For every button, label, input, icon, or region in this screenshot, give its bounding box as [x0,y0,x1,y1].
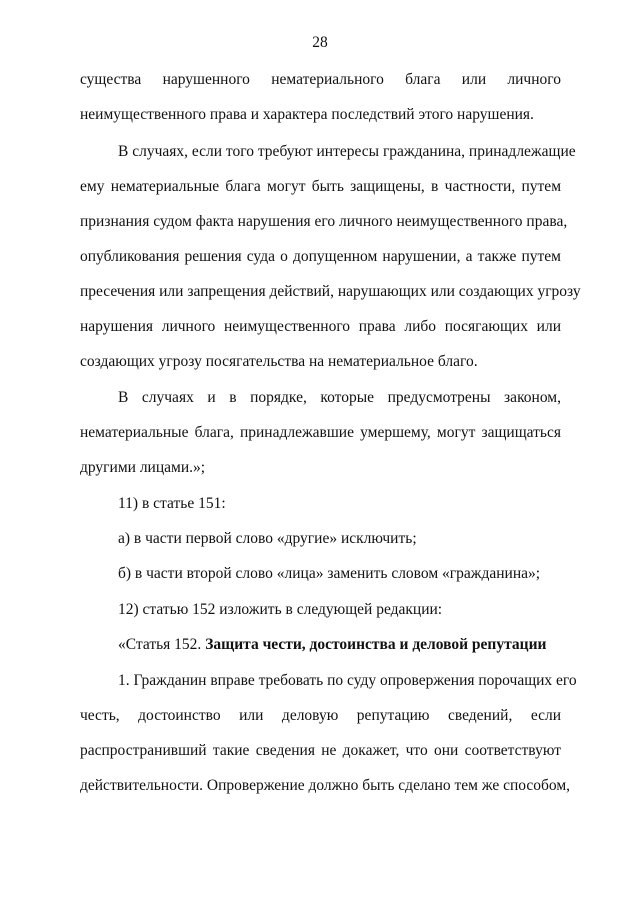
text-line: нематериальные блага, принадлежавшие умершему, могут защищаться [80,424,561,441]
text-line: а) в части первой слово «другие» исключить; [118,530,417,547]
text-line: действительности. Опровержение должно быть сделано тем же способом, [80,777,571,794]
text-line: пресечения или запрещения действий, нарушающих или создающих угрозу [80,283,581,300]
text-line: б) в части второй слово «лица» заменить словом «гражданина»; [118,565,541,582]
text-line: ему нематериальные блага могут быть защищены, в частности, путем [80,178,561,195]
text-line: опубликования решения суда о допущенном нарушении, а также путем [80,248,561,265]
text-line: другими лицами.»; [80,459,206,476]
article-heading [118,635,561,655]
article-title: Защита чести, достоинства и деловой репутации [205,636,547,653]
text-line: распространивший такие сведения не докажет, что они соответствуют [80,742,561,759]
text-line: 12) статью 152 изложить в следующей редакции: [118,601,443,618]
article-number: «Статья 152. [118,636,206,653]
text-line: 11) в статье 151: [118,495,226,512]
text-line: В случаях, если того требуют интересы гражданина, принадлежащие [118,143,576,160]
text-line: создающих угрозу посягательства на нематериальное благо. [80,353,478,370]
text-line: 1. Гражданин вправе требовать по суду опровержения порочащих его [118,672,577,689]
text-line: существа нарушенного нематериального блага или личного [80,71,561,88]
page-number: 28 [312,34,328,51]
text-line: В случаях и в порядке, которые предусмотрены законом, [118,389,561,406]
text-line: нарушения личного неимущественного права либо посягающих или [80,318,561,335]
text-line: неимущественного права и характера последствий этого нарушения. [80,106,534,123]
text-line: честь, достоинство или деловую репутацию сведений, если [80,707,561,724]
text-line: признания судом факта нарушения его личного неимущественного права, [80,213,568,230]
